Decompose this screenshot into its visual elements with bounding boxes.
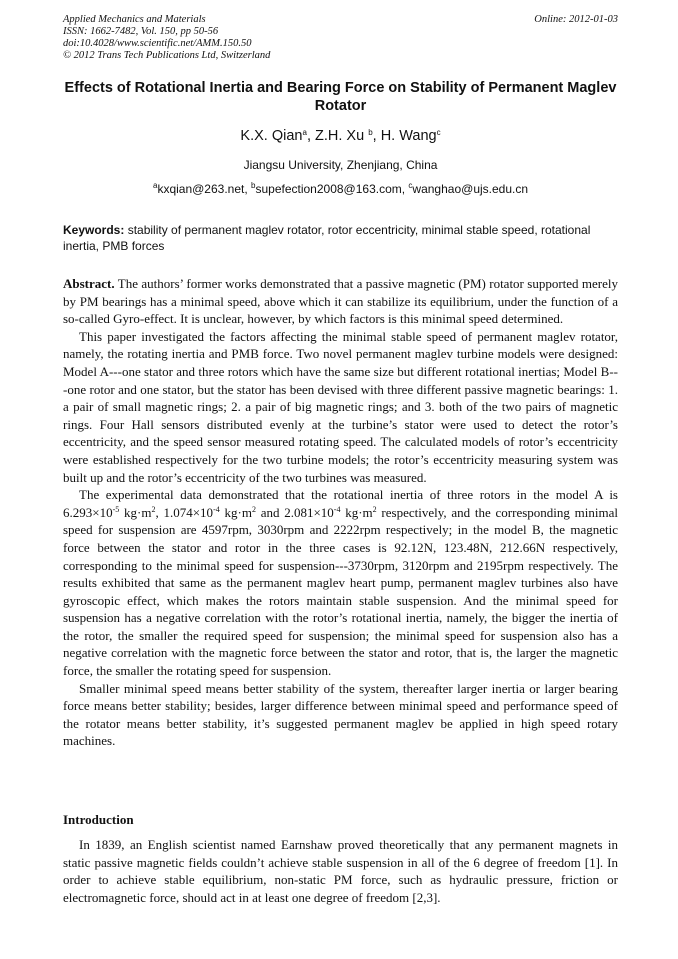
abstract-text-3d: kg·m (219, 504, 252, 520)
abstract-text-3c: , 1.074×10 (155, 504, 214, 520)
abstract-text-3e: and 2.081×10 (255, 504, 334, 520)
keywords-label: Keywords: (63, 223, 125, 237)
abstract (63, 275, 618, 750)
author-2-mark: b (368, 128, 373, 137)
issn-line: ISSN: 1662-7482, Vol. 150, pp 50-56 (63, 26, 219, 37)
copyright-line: © 2012 Trans Tech Publications Ltd, Switzerland (63, 50, 271, 61)
author-3: , H. Wang (372, 128, 437, 144)
exponent: -4 (213, 504, 220, 514)
abstract-label: Abstract. (63, 276, 115, 291)
exponent: 2 (151, 504, 156, 514)
exponent: -5 (112, 504, 120, 514)
doi-line: doi:10.4028/www.scientific.net/AMM.150.50 (63, 38, 252, 49)
author-list (63, 128, 618, 144)
author-2: , Z.H. Xu (306, 128, 369, 144)
author-3-mark: c (436, 128, 441, 137)
introduction-paragraph-1: In 1839, an English scientist named Earnshaw proved theoretically that any permanent magnets in static passive magnetic fields couldn’t achieve stable suspension in all of the 6 degree of freedom [1]. In order to achieve stable equilibrium, non-static PM force, such as hydraulic pressure, friction or electromagnetic force, should act in at least one degree of freedom [2,3]. (63, 837, 618, 905)
journal-name: Applied Mechanics and Materials (63, 14, 206, 25)
abstract-text-3b: kg·m (119, 504, 152, 520)
exponent: 2 (372, 504, 377, 514)
exponent: -4 (333, 504, 341, 514)
email-list (63, 182, 618, 196)
paper-title: Effects of Rotational Inertia and Bearing Force on Stability of Permanent Maglev Rotator (64, 80, 617, 114)
email-1: kxqian@263.net, (157, 182, 252, 196)
abstract-text-3f: kg·m (340, 504, 373, 520)
abstract-text-3g: respectively, and the corresponding minimal speed for suspension are 4597rpm, 3030rpm and 2222rpm respectively; in the model B, the magnetic force between the stator and rotor in the three cases is 92.12N, 123.48N, 212.66N respectively, corresponding to the minimal speed for suspension---3730rpm, 3120rpm and 2195rpm respectively. The results exhibited that same as the permanent maglev heart pump, permanent maglev turbines also have gyroscopic effect, which makes the rotors maintain stable suspension. And the minimal speed for suspension has a negative correlation with the rotor’s rotational inertia, namely, the bigger the inertia of the rotor, the smaller the required speed for suspension; the minimal speed for suspension also has a negative correlation with the magnetic force between the stator and rotor, that is, the larger the magnetic force, the smaller the rotating speed for suspension. (63, 504, 618, 679)
introduction-heading: Introduction (63, 812, 134, 827)
abstract-paragraph-1 (63, 275, 618, 328)
keywords (63, 222, 618, 254)
email-3-mark: c (408, 181, 413, 190)
exponent: 2 (251, 504, 256, 514)
introduction (63, 836, 618, 906)
author-1-mark: a (302, 128, 307, 137)
email-3: wanghao@ujs.edu.cn (412, 182, 529, 196)
journal-header (63, 14, 618, 62)
abstract-paragraph-4: Smaller minimal speed means better stability of the system, thereafter larger inertia or larger bearing force means better stability; besides, larger difference between minimal speed and performance speed of the rotator means better stability, it’s suggested permanent maglev be applied in high speed rotary machines. (63, 680, 618, 749)
author-1: K.X. Qian (240, 128, 303, 144)
email-1-mark: a (152, 181, 158, 190)
affiliation: Jiangsu University, Zhenjiang, China (243, 158, 438, 172)
abstract-paragraph-2: This paper investigated the factors affecting the minimal stable speed of permanent maglev rotator, namely, the rotating inertia and PMB force. Two novel permanent maglev turbine models were designed: Model A---one stator and three rotors which have the same size but different rotational inertias; Model B---one rotor and one stator, but the stator has been devised with three different passive magnetic bearings: 1. a pair of small magnetic rings; 2. a pair of big magnetic rings; and 3. both of the two pairs of magnetic rings. Four Hall sensors distributed evenly at the turbine’s stator were used to detect the rotor’s eccentricity, and the speed sensor measured rotating speed. The calculated models of rotor’s eccentricity were established respectively for the two turbine models; the rotor’s eccentricity measuring system was built up and the rotor’s eccentricity of the two turbines was measured. (63, 328, 618, 485)
email-2-mark: b (251, 181, 256, 190)
online-date: Online: 2012-01-03 (534, 14, 618, 25)
abstract-paragraph-3 (63, 486, 618, 680)
email-2: supefection2008@163.com, (255, 182, 409, 196)
abstract-text-1: The authors’ former works demonstrated that a passive magnetic (PM) rotator supported merely by PM bearings has a minimal speed, above which it can stabilize its equilibrium, under the function of a so-called Gyro-effect. It is unclear, however, by which factors is this minimal speed determined. (63, 276, 619, 327)
keywords-text: stability of permanent maglev rotator, rotor eccentricity, minimal stable speed, rotational inertia, PMB forces (63, 223, 591, 253)
abstract-text-3a: The experimental data demonstrated that the rotational inertia of three rotors in the model A is 6.293×10 (63, 487, 618, 520)
